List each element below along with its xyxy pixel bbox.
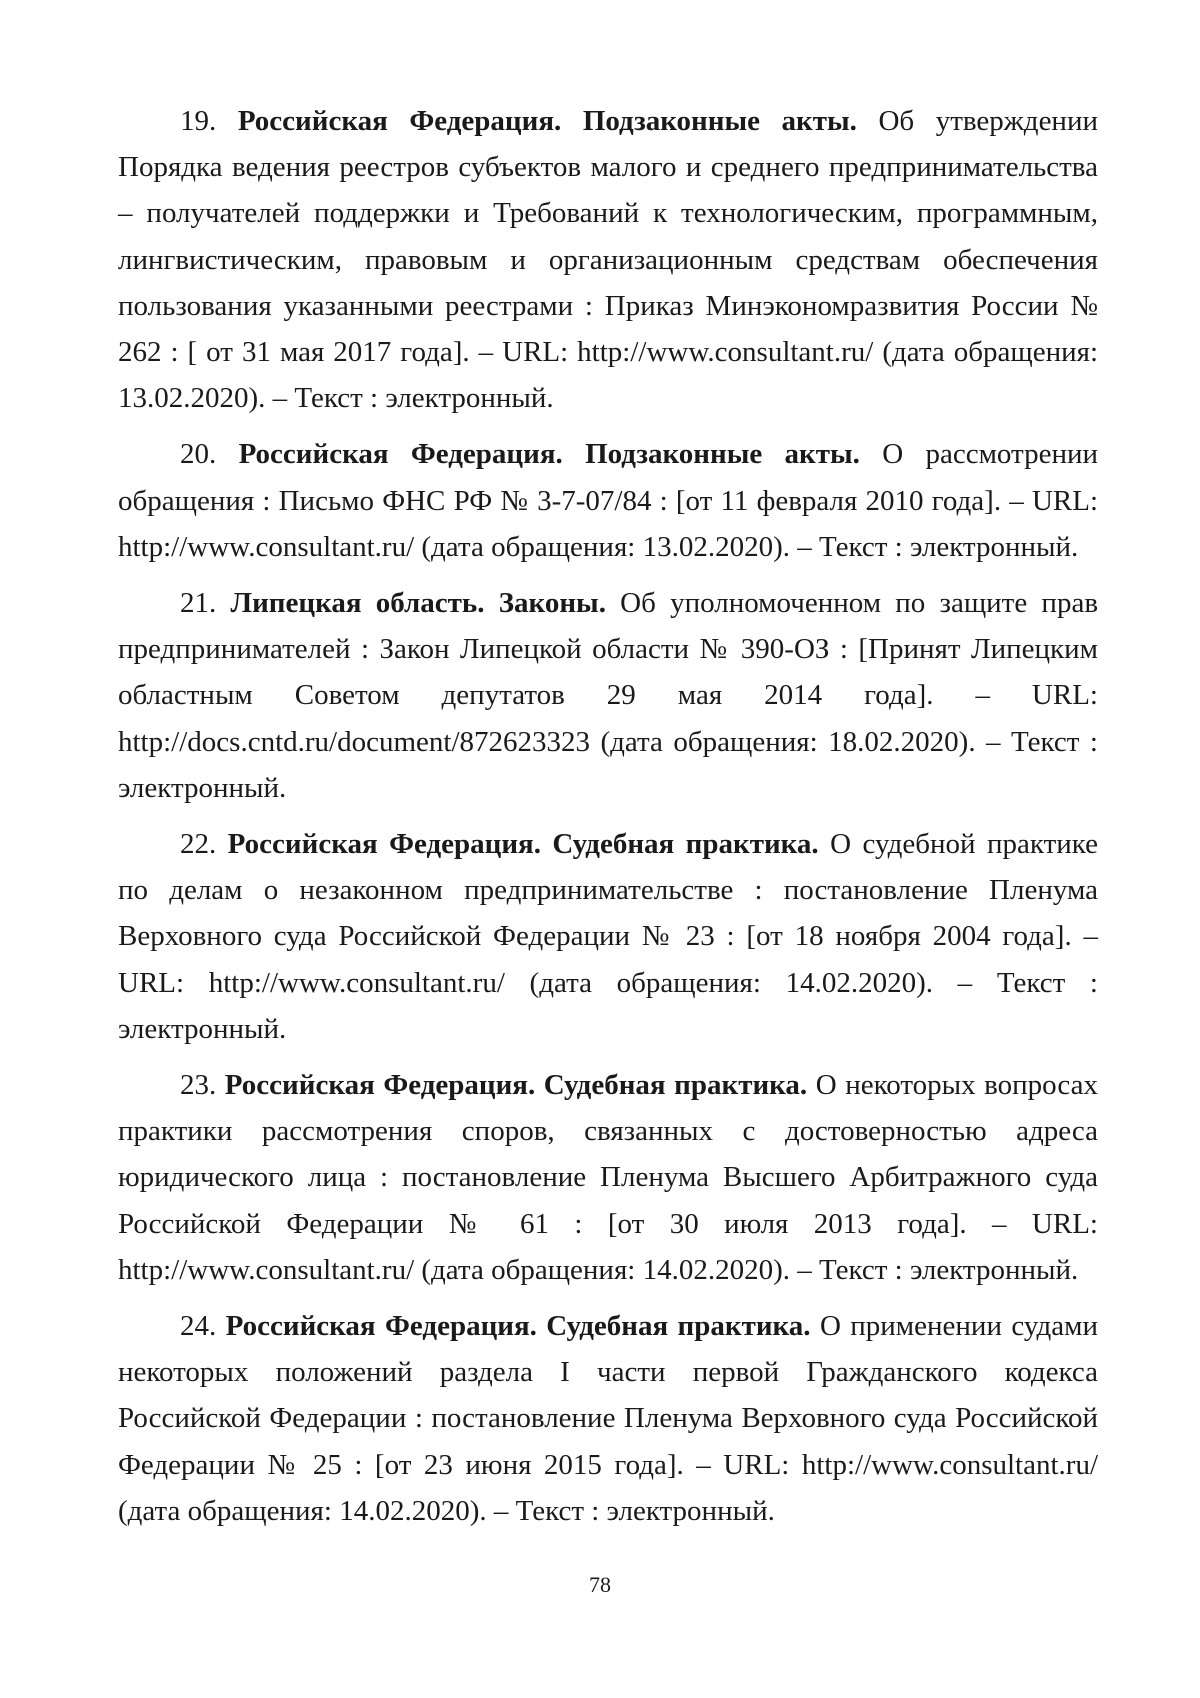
entry-body: О применении судами некоторых положений раздела I части первой Гражданского кодекса Российской Федерации : постановление Пленума Верховного суда Российской Федерации № 25 : [от 23 июня 2015 года]. – URL: http://www.consultant.ru/ (дата обращения: 14.02.2020). – Текст : электронный. [118,1310,1099,1527]
entry-body: О некоторых вопросах практики рассмотрения споров, связанных с достоверностью адреса юридического лица : постановление Пленума Высшего Арбитражного суда Российской Федерации № 61 : [от 30 июля 2013 года]. – URL: http://www.consultant.ru/ (дата обращения: 14.02.2020). – Текст : электронный. [118,1069,1098,1286]
entry-heading: Липецкая область. Законы. [230,587,606,620]
entry-heading: Российская Федерация. Судебная практика. [227,828,819,861]
entry-number: 23. [180,1069,217,1102]
bibliography-entry-22 [118,821,1098,1052]
entry-heading: Российская Федерация. Судебная практика. [224,1069,808,1102]
entry-number: 20. [180,438,217,471]
entry-number: 24. [180,1310,217,1343]
entry-number: 21. [180,587,217,620]
bibliography-entry-24 [118,1303,1098,1534]
entry-number: 22. [180,828,217,861]
entry-heading: Российская Федерация. Подзаконные акты. [238,438,860,471]
entry-body: О судебной практике по делам о незаконном предпринимательстве : постановление Пленума Верховного суда Российской Федерации № 23 : [от 18 ноября 2004 года]. – URL: http://www.consultant.ru/ (дата обращения: 14.02.2020). – Текст : электронный. [118,828,1098,1045]
page-number: 78 [589,1572,611,1597]
bibliography-entry-23 [118,1062,1098,1293]
entry-heading: Российская Федерация. Подзаконные акты. [237,105,857,137]
entry-heading: Российская Федерация. Судебная практика. [225,1310,811,1343]
bibliography-list [118,98,1098,1544]
entry-body: О рассмотрении обращения : Письмо ФНС РФ № 3-7-07/84 : [от 11 февраля 2010 года]. – URL: http://www.consultant.ru/ (дата обращения: 13.02.2020). – Текст : электронный. [118,438,1099,563]
entry-body: Об утверждении Порядка ведения реестров субъектов малого и среднего предпринимательства – получателей поддержки и Требований к технологическим, программным, лингвистическим, правовым и организационным средствам обеспечения пользования указанными реестрами : Приказ Минэкономразвития России № 262 : [ от 31 мая 2017 года]. – URL: http://www.consultant.ru/ (дата обращения: 13.02.2020). – Текст : электронный. [118,105,1098,415]
entry-number: 19. [180,105,217,137]
bibliography-entry-19 [118,98,1098,421]
bibliography-entry-21 [118,580,1098,811]
bibliography-entry-20 [118,431,1098,570]
entry-body: Об уполномоченном по защите прав предпринимателей : Закон Липецкой области № 390-ОЗ : [Принят Липецким областным Советом депутатов 29 мая 2014 года]. – URL: http://docs.cntd.ru/document/872623323 (дата обращения: 18.02.2020). – Текст : электронный. [118,587,1099,804]
